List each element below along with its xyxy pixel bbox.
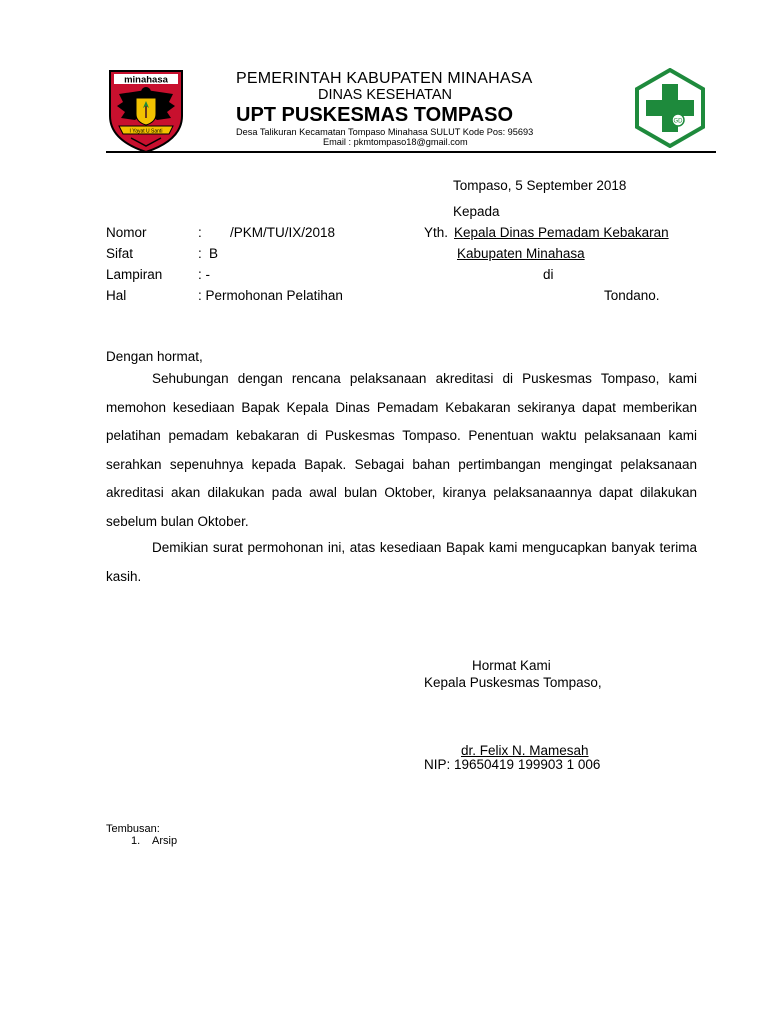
letterhead-institution: UPT PUSKESMAS TOMPASO [236,104,514,126]
meta-label-hal: Hal [106,288,127,303]
svg-text:GD: GD [673,118,683,125]
meta-sep-sifat: : [198,246,202,261]
letterhead-address: Desa Talikuran Kecamatan Tompaso Minahasa SULUT Kode Pos: 95693 [236,127,534,137]
emblem-ribbon-text: I Yayat U Santi [129,128,163,135]
meta-value-sifat: B [209,246,219,261]
meta-label-lampiran: Lampiran [106,267,163,282]
minahasa-emblem-icon [107,68,185,154]
letterhead-email: Email : pkmtompaso18@gmail.com [323,137,468,147]
letterhead-divider [106,151,716,153]
cc-item-text: Arsip [152,835,178,847]
cc-label: Tembusan: [106,823,160,835]
letterhead-government: PEMERINTAH KABUPATEN MINAHASA [236,70,533,87]
signature-name: dr. Felix N. Mamesah [461,743,589,758]
paragraph-2-text: Demikian surat permohonan ini, atas kesediaan Bapak kami mengucapkan banyak terima kasih. [106,540,697,584]
emblem-title-text: minahasa [124,74,168,86]
body-paragraph-2 [106,534,697,591]
recipient-di: di [543,267,554,282]
meta-label-sifat: Sifat [106,246,134,261]
meta-label-nomor: Nomor [106,225,147,240]
body-paragraph-1 [106,365,697,537]
paragraph-1-text: Sehubungan dengan rencana pelaksanaan akreditasi di Puskesmas Tompaso, kami memohon kesediaan Bapak Kepala Dinas Pemadam Kebakaran sekiranya dapat memberikan pelatihan pemadam kebakaran di Puskesmas Tompaso. Penentuan waktu pelaksanaan kami serahkan sepenuhnya kepada Bapak. Sebagai bahan pertimbangan mengingat pelaksanaan akreditasi akan dilakukan pada awal bulan Oktober, kiranya pelaksanaannya dapat dilakukan sebelum bulan Oktober. [106,371,697,529]
recipient-city: Tondano. [604,288,660,303]
cc-item-number: 1. [131,835,141,847]
meta-sep-hal: : Permohonan Pelatihan [198,288,343,303]
puskesmas-logo-icon [630,68,710,148]
signature-title: Kepala Puskesmas Tompaso, [424,675,602,690]
meta-sep-nomor: : [198,225,202,240]
recipient-yth: Yth. [424,225,449,240]
greeting: Dengan hormat, [106,349,203,364]
place-date: Tompaso, 5 September 2018 [453,178,627,193]
recipient-kepada: Kepada [453,204,500,219]
meta-sep-lampiran: : - [198,267,210,282]
meta-value-nomor: /PKM/TU/IX/2018 [230,225,336,240]
recipient-name: Kepala Dinas Pemadam Kebakaran [454,225,669,240]
recipient-org: Kabupaten Minahasa [457,246,585,261]
signature-nip: NIP: 19650419 199903 1 006 [424,757,601,772]
letterhead-department: DINAS KESEHATAN [318,87,453,103]
signature-closing: Hormat Kami [472,658,551,673]
